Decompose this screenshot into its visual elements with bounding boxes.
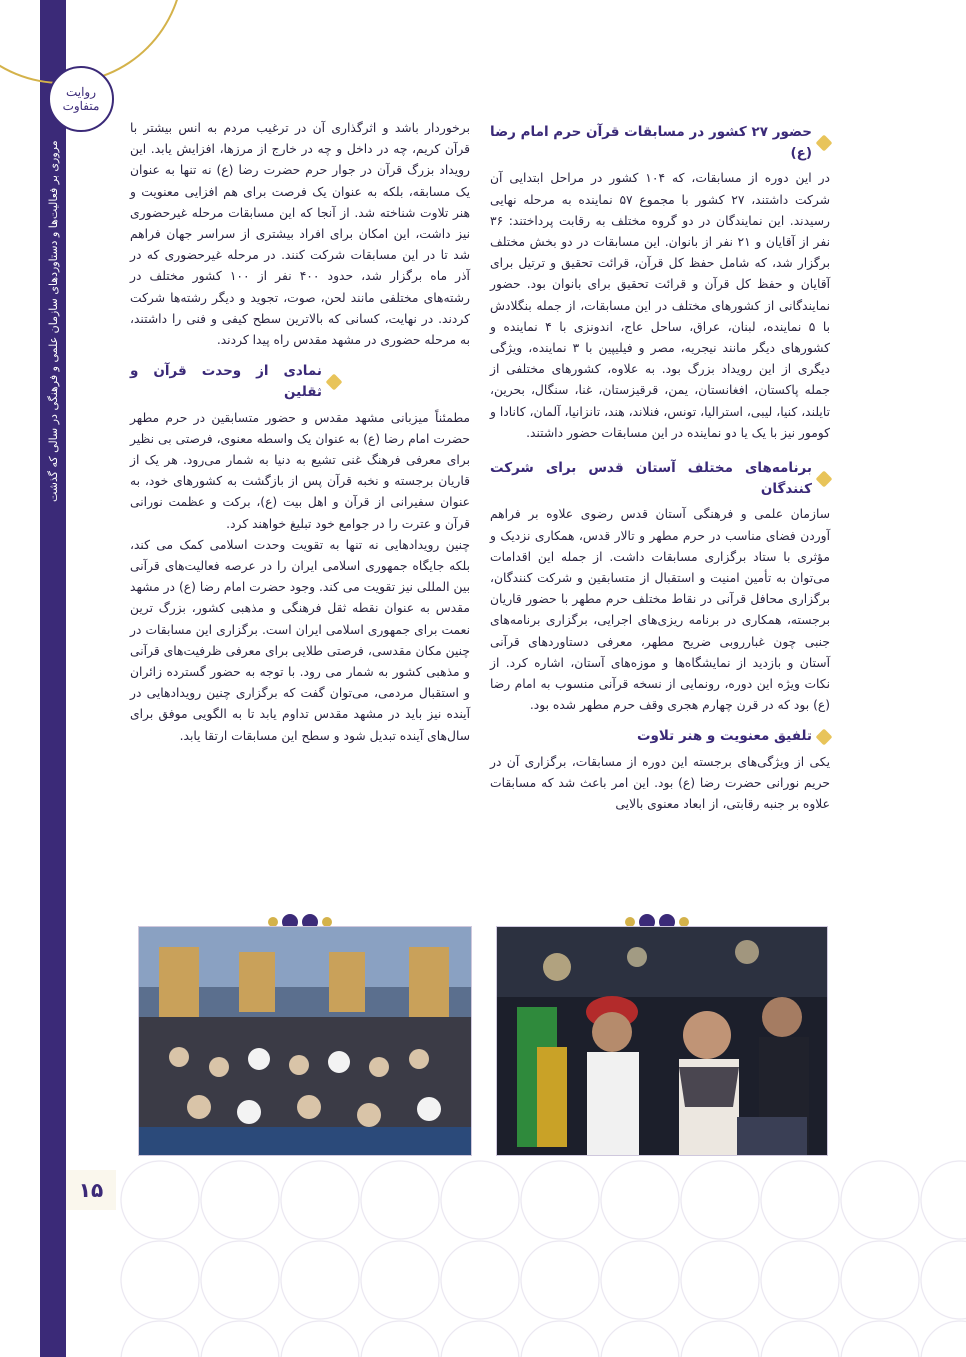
heading-text: برنامه‌های مختلف آستان قدس برای شرکت کنندگان [490,460,812,498]
diamond-bullet-icon [816,471,833,488]
paragraph: یکی از ویژگی‌های برجسته این دوره از مسابقات، برگزاری آن در حریم نورانی حضرت رضا (ع) بود. این امر باعث شد که مسابقات علاوه بر جنبه رقابتی، از ابعاد معنوی بالایی [490,754,830,812]
diamond-bullet-icon [816,135,833,152]
magazine-logo [48,66,114,132]
page-number: ۱۵ [66,1170,116,1210]
section-heading [130,361,470,403]
paragraph: سازمان علمی و فرهنگی آستان قدس رضوی علاوه بر فراهم آوردن فضای مناسب در حرم مطهر و تالار قدس، همکاری نزدیک و مؤثری با ستاد برگزاری مسابقات داشت. از جمله این اقدامات می‌توان به تأمین امنیت و استقبال از متسابقین و شرکت کنندگان، برگزاری محافل قرآنی در نقاط مختلف حرم مطهر با حضور قاریان برجسته، همکاری در برنامه ریزی‌های اجرایی، برگزاری برنامه‌های جنبی چون غبارروبی ضریح مطهر، معرفی دستاوردهای قرآنی آستان و بازدید از نمایشگاه‌ها و موزه‌های آستان، اشاره کرد. از نکات ویژه این دوره، رونمایی از نسخه قرآنی منسوب به امام رضا (ع) بود که در قرن چهارم هجری وقف حرم مطهر شده بود. [490,507,830,713]
contestants-photo [496,926,828,1156]
paragraph: مطمئناً میزبانی مشهد مقدس و حضور متسابقین در حرم مطهر حضرت امام رضا (ع) به عنوان یک واسطه معنوی، فرصتی بی نظیر برای معرفی فرهنگ غنی تشیع به دنیا به شمار می‌رود. هر یک از قاریان برجسته و نخبه قرآن پس از بازگشت به کشورهای خود، به عنوان سفیرانی از قرآن و اهل بیت (ع)، برکت و عظمت نورانی قرآن و عترت را در جوامع خود تبلیغ خواهند کرد. [130,410,470,531]
contestants-photo-image [497,927,827,1155]
section-heading [490,458,830,500]
paragraph: در این دوره از مسابقات، که ۱۰۴ کشور در مراحل ابتدایی آن شرکت داشتند، ۲۷ کشور با مجموع ۵۷ نماینده به مرحله نهایی رسیدند. این نمایندگان در دو گروه مختلف به رقابت پرداختند: ۳۶ نفر از آقایان و ۲۱ نفر از بانوان. این مسابقات در دو بخش مختلف برگزار شد، که شامل حفظ کل قرآن، قرائت تحقیق و ترتیل برای آقایان و حفظ کل قرآن و قرائت تحقیق برای بانوان بود. حضور نمایندگانی از کشورهای مختلف در این مسابقات، از جمله بنگلادش با ۵ نماینده، لبنان، عراق، ساحل عاج، اندونزی با ۴ نماینده و کشورهای دیگر مانند نیجریه، مصر و فیلیپین با ۳ نماینده، ویژگی دیگری از این رویداد بزرگ بود. به علاوه، کشورهای مختلفی از جمله پاکستان، افغانستان، یمن، قرقیزستان، غنا، سنگال، بحرین، تایلند، کنیا، لیبی، استرالیا، تونس، فنلاند، هند، تانزانیا، آلمان، کانادا و کومور نیز با یک یا دو نماینده در این مسابقات حضور داشتند. [490,171,831,440]
heading-text: تلفیق معنویت و هنر تلاوت [636,728,812,745]
heading-text: نمادی از وحدت قرآن و ثقلین [130,363,322,401]
heading-text: حضور ۲۷ کشور در مسابقات قرآن حرم امام رضا (ع) [490,124,812,162]
diamond-bullet-icon [326,374,343,391]
logo-text: روایت متفاوت [62,85,100,113]
paragraph: برخوردار باشد و اثرگذاری آن در ترغیب مردم به انس بیشتر با قرآن کریم، چه در داخل و چه در خارج از مرزها، افزایش یابد. این رویداد بزرگ قرآن در جوار حرم حضرت رضا (ع) نه تنها به عنوان یک مسابقه، بلکه به عنوان یک فرصت برای هم افزایی معنویت و هنر تلاوت شناخته شد. از آنجا که این مسابقات مرحله غیرحضوری نیز داشت، این امکان برای افراد بیشتری از سراسر جهان فراهم شد تا در این مسابقات شرکت کنند. در مرحله غیرحضوری که در آذر ماه برگزار شد، حدود ۴۰۰ نفر از ۱۰۰ کشور مختلف در رشته‌های مختلفی مانند لحن، صوت، تجوید و دیگر رشته‌ها شرکت کردند. در نهایت، کسانی که بالاترین سطح کیفی و فنی را داشتند، به مرحله حضوری در مشهد مقدس راه پیدا کردند. [130,121,470,348]
audience-hall-photo [138,926,472,1156]
diamond-bullet-icon [816,729,833,746]
paragraph: چنین رویدادهایی نه تنها به تقویت وحدت اسلامی کمک می کند، بلکه جایگاه جمهوری اسلامی ایران را در عرصه فعالیت‌های قرآنی بین المللی نیز تقویت می کند. وجود حضرت امام رضا (ع) در مشهد مقدس به عنوان نقطه ثقل فرهنگی و مذهبی کشور، بزرگ ترین نعمت برای جمهوری اسلامی ایران است. برگزاری این مسابقات در چنین مکان مقدسی، فرصتی طلایی برای معرفی ظرفیت‌های قرآنی و مذهبی کشور به شمار می رود. با توجه به حضور گسترده زائران و استقبال مردمی، می‌توان گفت که برگزاری چنین رویدادهایی در آینده نیز باید در مشهد مقدس تداوم یابد تا به الگویی موفق برای سال‌های آینده تبدیل شود و سطح این مسابقات ارتقا یابد. [130,537,470,743]
section-heading [490,122,830,164]
section-heading [490,726,830,747]
right-column [490,118,830,815]
vertical-running-title: مروری بر فعالیت‌ها و دستاوردهای سازمان علمی و فرهنگی در سالی که گذشت [47,140,60,502]
bottom-ornament-pattern [120,1160,966,1357]
left-column [130,118,470,747]
audience-hall-photo-image [139,927,471,1155]
